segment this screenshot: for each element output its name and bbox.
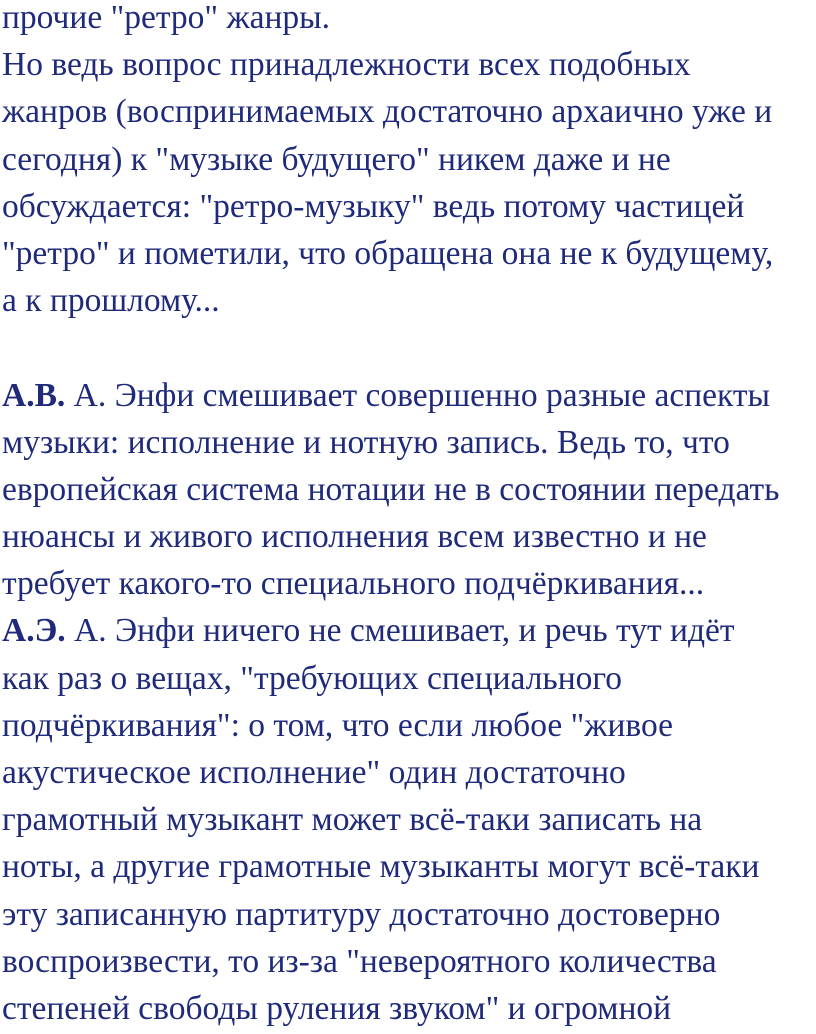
paragraph-ae-reply <box>2 607 814 1032</box>
text-line: требует какого-то специального подчёркивания... <box>2 565 705 603</box>
text-line-rest: А. Энфи ничего не смешивает, и речь тут идёт <box>65 612 735 650</box>
document-page <box>2 0 814 1032</box>
text-line: как раз о вещах, "требующих специального <box>2 659 623 697</box>
paragraph-av-reply <box>2 372 814 608</box>
text-line: нюансы и живого исполнения всем известно и не <box>2 518 707 556</box>
text-line: степеней свободы руления звуком" и огромной <box>2 989 672 1027</box>
text-line: акустическое исполнение" один достаточно <box>2 754 626 791</box>
text-line <box>2 372 814 419</box>
text-line: "ретро" и пометили, что обращена она не к будущему, <box>2 234 774 272</box>
text-line: ноты, а другие грамотные музыканты могут всё-таки <box>2 848 760 886</box>
text-line: подчёркивания": о том, что если любое "живое <box>2 706 673 744</box>
text-line <box>2 607 814 654</box>
text-line: сегодня) к "музыке будущего" никем даже и не <box>2 140 671 178</box>
text-line: воспроизвести, то из-за "невероятного количества <box>2 942 717 980</box>
text-line: грамотный музыкант может всё-таки записать на <box>2 801 703 839</box>
text-line: а к прошлому... <box>2 282 220 320</box>
paragraph-spacer <box>2 324 814 371</box>
speaker-label-av: А.В. <box>2 376 66 414</box>
text-line: Но ведь вопрос принадлежности всех подобных <box>2 46 691 84</box>
text-line: европейская система нотации не в состоянии передать <box>2 470 780 508</box>
text-line: музыки: исполнение и нотную запись. Ведь то, что <box>2 423 730 461</box>
text-line: прочие "ретро" жанры. <box>2 0 331 36</box>
speaker-label-ae: А.Э. <box>2 612 66 650</box>
text-line: жанров (воспринимаемых достаточно архаично уже и <box>2 93 773 131</box>
text-line-rest: А. Энфи смешивает совершенно разные аспекты <box>65 376 771 414</box>
text-line: обсуждается: "ретро-музыку" ведь потому частицей <box>2 187 745 225</box>
paragraph-retro-genres <box>2 0 814 324</box>
text-line: эту записанную партитуру достаточно достоверно <box>2 895 721 933</box>
